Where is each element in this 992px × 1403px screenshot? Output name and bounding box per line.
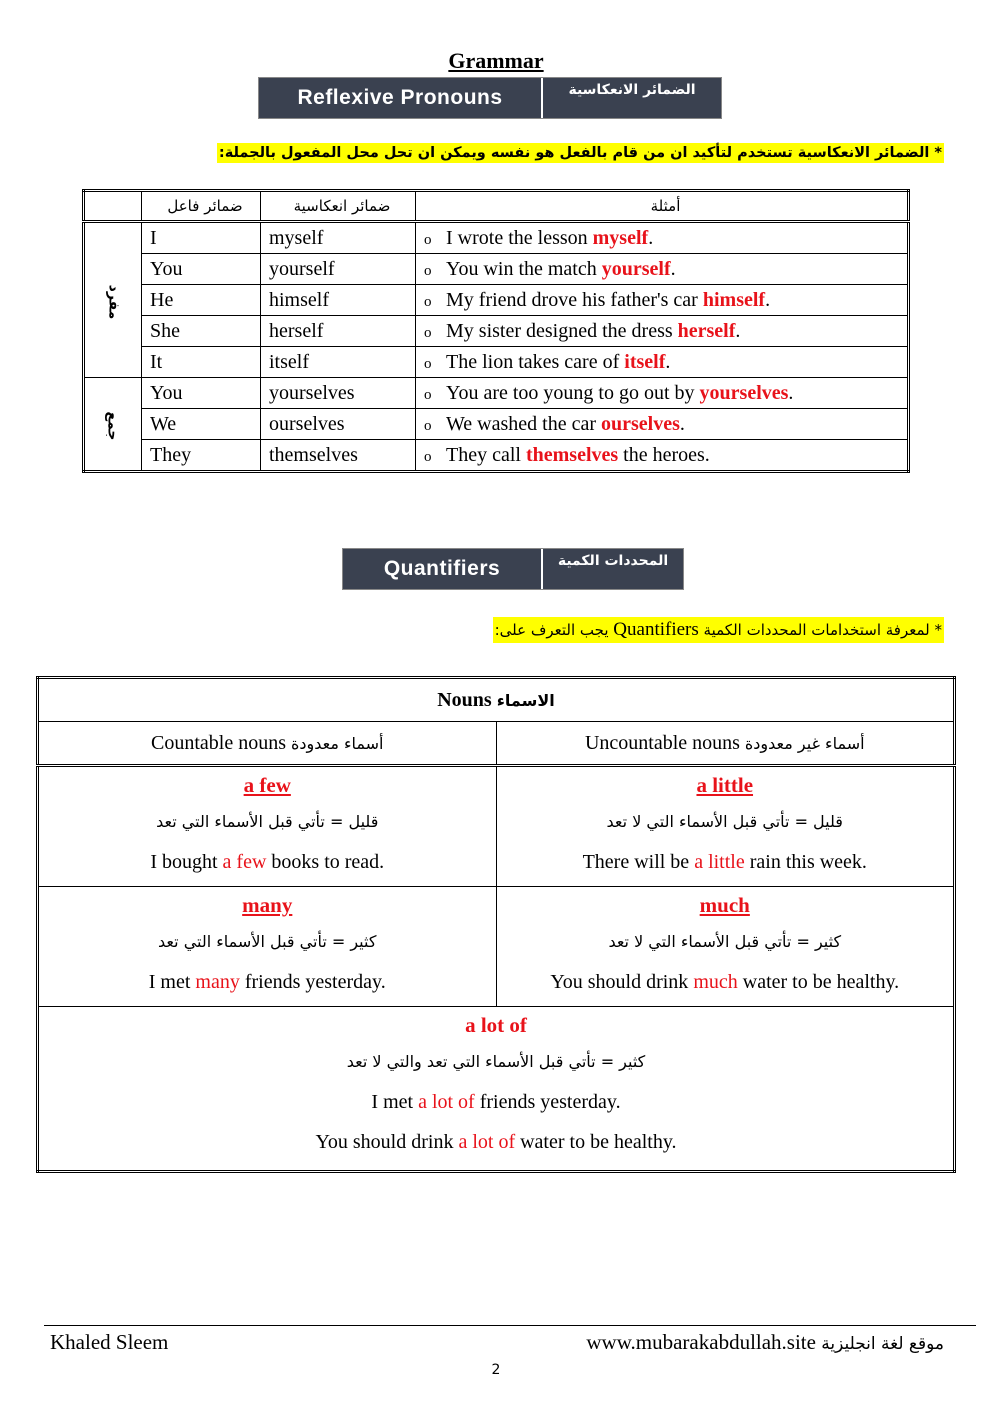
a-lot-of-example-2: You should drink a lot of water to be healthy. [315, 1131, 677, 1153]
reflexive-cell: yourself [261, 254, 416, 285]
table-row [84, 285, 909, 316]
many-cell [38, 887, 497, 1007]
many-example: I met many friends yesterday. [148, 971, 386, 993]
quantifiers-title-en: Quantifiers [343, 549, 541, 589]
a-few-title: a few [243, 773, 291, 797]
table-row [38, 887, 955, 1007]
bullet-icon: o [424, 355, 432, 372]
page-title: Grammar [448, 48, 544, 73]
countable-header: Countable nouns أسماء معدودة [38, 722, 497, 766]
footer-author: Khaled Sleem [50, 1330, 169, 1354]
many-arabic: كثير = تأتي قبل الأسماء التي تعد [158, 932, 377, 951]
quantifiers-note: * لمعرفة استخدامات المحددات الكمية Quantifiers يجب التعرف على: [493, 617, 944, 643]
table-row [84, 222, 909, 254]
table-row [84, 254, 909, 285]
footer-divider [44, 1325, 976, 1326]
subject-cell: You [142, 254, 261, 285]
subject-cell: It [142, 347, 261, 378]
reflexive-table-header [84, 191, 909, 222]
example-cell: o My friend drove his father's car himself. [416, 285, 909, 316]
much-cell [496, 887, 955, 1007]
subject-cell: He [142, 285, 261, 316]
a-lot-of-cell [38, 1007, 955, 1172]
reflexive-note: * الضمائر الانعكاسية تستخدم لتأكيد ان من قام بالفعل هو نفسه ويمكن ان تحل محل المفعول بالجملة: [218, 145, 942, 161]
example-cell: o You are too young to go out by yourselves. [416, 378, 909, 409]
a-lot-of-example-1: I met a lot of friends yesterday. [371, 1091, 621, 1113]
table-row [84, 440, 909, 472]
many-title: many [242, 893, 293, 917]
reflexive-cell: himself [261, 285, 416, 316]
header-reflexive: ضمائر انعكاسية [261, 191, 416, 222]
reflexive-title-en: Reflexive Pronouns [259, 78, 541, 118]
bullet-icon: o [424, 417, 432, 434]
example-cell: o The lion takes care of itself. [416, 347, 909, 378]
a-lot-of-arabic: كثير = تأتي قبل الأسماء التي تعد والتي لا تعد [346, 1052, 646, 1071]
a-little-cell [496, 766, 955, 887]
example-cell: o I wrote the lesson myself. [416, 222, 909, 254]
much-arabic: كثير = تأتي قبل الأسماء التي لا تعد [608, 932, 842, 951]
a-lot-of-title: a lot of [465, 1013, 527, 1037]
a-little-title: a little [696, 773, 754, 797]
header-subject: ضمائر فاعل [142, 191, 261, 222]
example-cell: o They call themselves the heroes. [416, 440, 909, 472]
footer-site-label: موقع لغة انجليزية [821, 1334, 944, 1354]
example-cell: o We washed the car ourselves. [416, 409, 909, 440]
a-little-arabic: قليل = تأتي قبل الأسماء التي لا تعد [606, 812, 843, 831]
reflexive-table [82, 189, 910, 473]
nouns-header-row [38, 678, 955, 722]
bullet-icon: o [424, 262, 432, 279]
footer-site-url[interactable]: www.mubarakabdullah.site [586, 1330, 816, 1354]
group-singular: مفرد [84, 222, 142, 378]
reflexive-cell: themselves [261, 440, 416, 472]
header-examples: أمثلة [416, 191, 909, 222]
reflexive-banner [258, 77, 722, 119]
quantifiers-banner [342, 548, 684, 590]
table-row [84, 378, 909, 409]
footer-site [586, 1330, 944, 1355]
bullet-icon: o [424, 324, 432, 341]
reflexive-cell: myself [261, 222, 416, 254]
a-little-example: There will be a little rain this week. [582, 851, 867, 873]
reflexive-cell: ourselves [261, 409, 416, 440]
a-few-cell [38, 766, 497, 887]
quantifiers-table [36, 676, 956, 1173]
subject-cell: You [142, 378, 261, 409]
table-row [38, 1007, 955, 1172]
reflexive-cell: itself [261, 347, 416, 378]
a-few-example: I bought a few books to read. [150, 851, 385, 873]
nouns-header: Nouns الاسماء [38, 678, 955, 722]
table-row [38, 766, 955, 887]
table-row [84, 347, 909, 378]
subject-cell: I [142, 222, 261, 254]
example-cell: o My sister designed the dress herself. [416, 316, 909, 347]
bullet-icon: o [424, 293, 432, 310]
much-example: You should drink much water to be healthy. [550, 971, 900, 993]
bullet-icon: o [424, 448, 432, 465]
table-row [84, 316, 909, 347]
group-plural: جمع [84, 378, 142, 472]
quantifiers-title-ar: المحددات الكمية [541, 549, 683, 589]
reflexive-cell: yourselves [261, 378, 416, 409]
subject-cell: They [142, 440, 261, 472]
example-cell: o You win the match yourself. [416, 254, 909, 285]
table-row [84, 409, 909, 440]
page-number: 2 [491, 1362, 501, 1378]
reflexive-cell: herself [261, 316, 416, 347]
much-title: much [699, 893, 750, 917]
subject-cell: We [142, 409, 261, 440]
bullet-icon: o [424, 231, 432, 248]
bullet-icon: o [424, 386, 432, 403]
reflexive-title-ar: الضمائر الانعكاسية [541, 78, 721, 118]
uncountable-header: Uncountable nouns أسماء غير معدودة [496, 722, 955, 766]
subject-cell: She [142, 316, 261, 347]
a-few-arabic: قليل = تأتي قبل الأسماء التي تعد [156, 812, 379, 831]
noun-types-row [38, 722, 955, 766]
